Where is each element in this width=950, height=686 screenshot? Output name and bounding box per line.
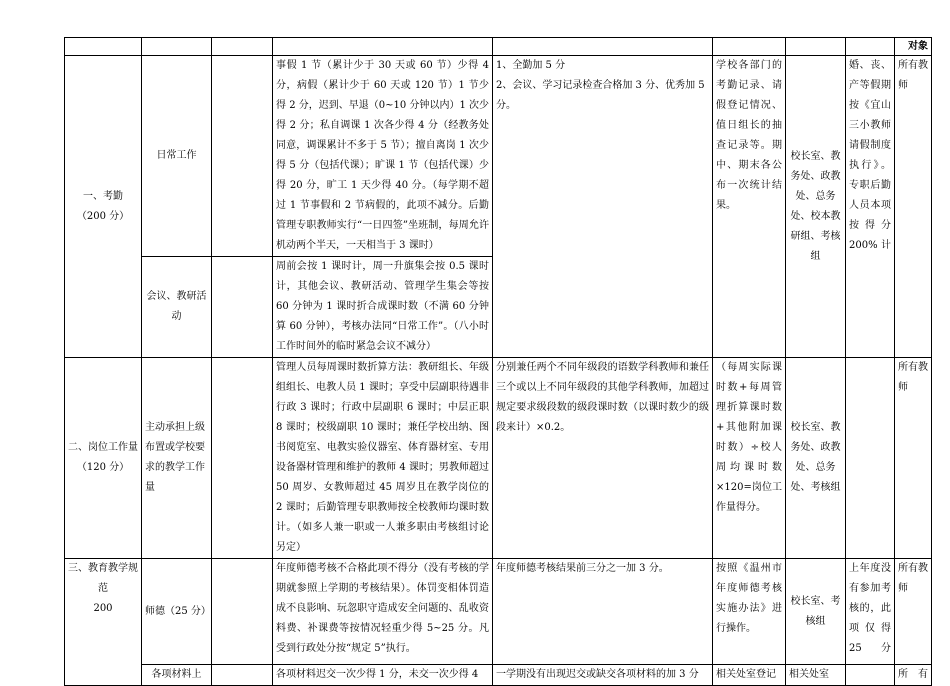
- category-title: 三、教育教学规范: [68, 563, 138, 594]
- category-cell: [65, 56, 142, 358]
- category-score: （200 分）: [76, 210, 130, 222]
- standard-cell: 管理人员每周课时数折算方法：教研组长、年级组组长、电教人员 1 课时；享受中层副职待遇非行政 3 课时；行政中层副职 6 课时；中层正职 8 课时；校级副职 10 课时；兼任学校出纳、图书阅览室、电教实验仪器室、体育器材室、专用设备器材管理和维护的教师 4 课时；男教师超过 50 周岁、女教师超过 45 周岁且在教学岗位的 2 课时；后勤管理专职教师按全校教师均课时数计。（如多人兼一职或一人兼多职由考核组讨论另定）: [273, 358, 493, 559]
- bonus-cell: 1、全勤加 5 分 2、会议、学习记录检查合格加 3 分、优秀加 5 分。: [493, 56, 713, 358]
- bonus-cell: 一学期没有出现迟交或缺交各项材料的加 3 分: [493, 665, 713, 686]
- method-cell: 按照《温州市年度师德考核实施办法》进行操作。: [713, 559, 786, 665]
- method-cell: 学校各部门的考勤记录、请假登记情况、值日组长的抽查记录等。期中、期末各公布一次统计结果。: [713, 56, 786, 358]
- empty-cell: [212, 559, 273, 665]
- remark-cell: 上年度没有参加考核的，此项仅得 25 分: [846, 559, 895, 665]
- header-cell: [493, 38, 713, 56]
- method-cell: 相关处室登记: [713, 665, 786, 686]
- category-title: 一、考勤: [83, 190, 123, 202]
- bonus-cell: 年度师德考核结果前三分之一加 3 分。: [493, 559, 713, 665]
- object-cell: 所有教师: [895, 559, 932, 665]
- empty-cell: [212, 257, 273, 358]
- empty-cell: [212, 56, 273, 257]
- empty-cell: [212, 358, 273, 559]
- standard-cell: 年度师德考核不合格此项不得分（没有考核的学期就参照上学期的考核结果）。体罚变相体罚造成不良影响、玩忽职守造成安全问题的、乱收资料费、补课费等按情况轻重少得 5~25 分。凡受到行政处分按“规定 5”执行。: [273, 559, 493, 665]
- method-cell: （每周实际课时数+每周管理折算课时数+其他附加课时数）÷校人周均课时数×120=岗位工作量得分。: [713, 358, 786, 559]
- category-cell: [65, 559, 142, 686]
- item-cell: 各项材料上: [142, 665, 212, 686]
- table-row: [65, 358, 932, 559]
- standard-cell: 各项材料迟交一次少得 1 分，未交一次少得 4: [273, 665, 493, 686]
- remark-cell: 婚、丧、产等假期按《宜山三小教师请假制度执行》。专职后勤人员本项按得分200%计: [846, 56, 895, 358]
- category-title: 二、岗位工作量: [68, 442, 138, 453]
- header-object-label: 对象: [895, 38, 932, 56]
- item-cell: 会议、教研活动: [142, 257, 212, 358]
- standard-cell: 周前会按 1 课时计，周一升旗集会按 0.5 课时计，其他会议、教研活动、管理学生集会等按 60 分钟为 1 课时折合成课时数（不满 60 分钟算 60 分钟），考核办法同“日常工作”。（八小时工作时间外的临时紧急会议不减分）: [273, 257, 493, 358]
- header-cell: [142, 38, 212, 56]
- dept-cell: 校长室、考核组: [786, 559, 846, 665]
- standard-cell: 事假 1 节（累计少于 30 天或 60 节）少得 4 分，病假（累计少于 60 天或 120 节）1 节少得 2 分，迟到、早退（0~10 分钟以内）1 次少得 2 分；私自调课 1 次各少得 4 分（经教务处同意，调课累计不多于 5 节）；擅自离岗 1 次少得 5 分（包括代课）；旷课 1 节（包括代课）少得 20 分，旷工 1 天少得 40 分。（每学期不超过 1 节事假和 2 节病假的，此项不减分。后勤管理专职教师实行“一日四签”坐班制，每周允许机动两个半天，一天相当于 3 课时）: [273, 56, 493, 257]
- remark-cell: [846, 358, 895, 559]
- assessment-table: [64, 37, 932, 686]
- item-cell: 主动承担上级布置或学校要求的教学工作量: [142, 358, 212, 559]
- table-row: [65, 559, 932, 665]
- header-cell: [273, 38, 493, 56]
- table-row: [65, 56, 932, 257]
- dept-cell: 校长室、教务处、政教处、总务处、考核组: [786, 358, 846, 559]
- category-score: 200: [93, 603, 113, 614]
- object-cell: 所有: [895, 665, 932, 686]
- bonus-cell: 分别兼任两个不同年级段的语数学科教师和兼任三个或以上不同年级段的其他学科教师，加超过规定要求级段数的级段课时数（以课时数少的级段来计）×0.2。: [493, 358, 713, 559]
- object-cell: 所有教师: [895, 56, 932, 358]
- category-cell: [65, 358, 142, 559]
- table-row: [65, 665, 932, 686]
- remark-cell: [846, 665, 895, 686]
- dept-cell: 校长室、教务处、政教处、总务处、校本教研组、考核组: [786, 56, 846, 358]
- header-cell: [846, 38, 895, 56]
- item-cell: 师德（25 分）: [142, 559, 212, 665]
- item-cell: 日常工作: [142, 56, 212, 257]
- header-cell: [713, 38, 786, 56]
- header-row: [65, 38, 932, 56]
- empty-cell: [212, 665, 273, 686]
- header-cell: [65, 38, 142, 56]
- header-cell: [212, 38, 273, 56]
- dept-cell: 相关处室: [786, 665, 846, 686]
- object-cell: 所有教师: [895, 358, 932, 559]
- category-score: （120 分）: [76, 462, 130, 473]
- header-cell: [786, 38, 846, 56]
